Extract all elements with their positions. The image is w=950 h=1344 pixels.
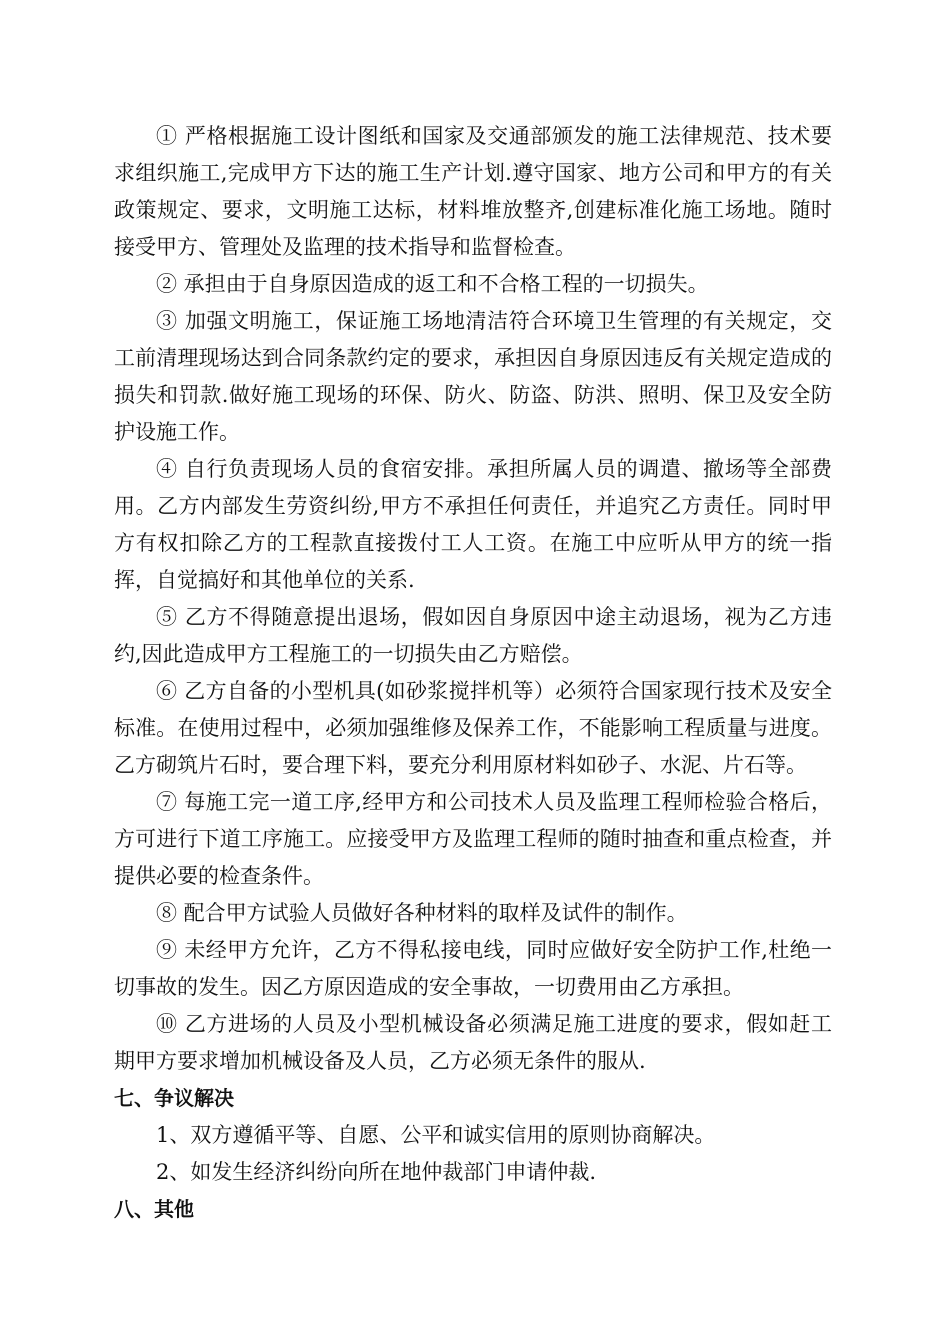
document-body (114, 118, 832, 1228)
clause-3: ③ 加强文明施工，保证施工场地清洁符合环境卫生管理的有关规定，交工前清理现场达到合同条款约定的要求，承担因自身原因违反有关规定造成的损失和罚款.做好施工现场的环保、防火、防盗、防洪、照明、保卫及安全防护设施工作。 (114, 309, 832, 444)
clause-7: ⑦ 每施工完一道工序,经甲方和公司技术人员及监理工程师检验合格后，方可进行下道工序施工。应接受甲方及监理工程师的随时抽查和重点检查，并提供必要的检查条件。 (114, 790, 832, 888)
clause-10: ⑩ 乙方进场的人员及小型机械设备必须满足施工进度的要求，假如赶工期甲方要求增加机械设备及人员，乙方必须无条件的服从. (114, 1012, 832, 1073)
clause-8: ⑧ 配合甲方试验人员做好各种材料的取样及试件的制作。 (156, 901, 688, 925)
clause-1: ① 严格根据施工设计图纸和国家及交通部颁发的施工法律规范、技术要求组织施工,完成甲方下达的施工生产计划.遵守国家、地方公司和甲方的有关政策规定、要求，文明施工达标，材料堆放整齐,创建标准化施工场地。随时接受甲方、管理处及监理的技术指导和监督检查。 (114, 124, 832, 259)
section-heading-dispute: 七、争议解决 (114, 1086, 234, 1110)
clause-9: ⑨ 未经甲方允许，乙方不得私接电线，同时应做好安全防护工作,杜绝一切事故的发生。因乙方原因造成的安全事故，一切费用由乙方承担。 (114, 938, 832, 999)
clause-6: ⑥ 乙方自备的小型机具(如砂浆搅拌机等）必须符合国家现行技术及安全标准。在使用过程中，必须加强维修及保养工作，不能影响工程质量与进度。乙方砌筑片石时，要合理下料，要充分利用原材料如砂子、水泥、片石等。 (114, 679, 832, 777)
dispute-item-2: 2、如发生经济纠纷向所在地仲裁部门申请仲裁. (156, 1160, 597, 1184)
section-heading-other: 八、其他 (114, 1197, 194, 1221)
clause-2: ② 承担由于自身原因造成的返工和不合格工程的一切损失。 (156, 272, 709, 296)
clause-5: ⑤ 乙方不得随意提出退场，假如因自身原因中途主动退场，视为乙方违约,因此造成甲方工程施工的一切损失由乙方赔偿。 (114, 605, 832, 666)
dispute-item-1: 1、双方遵循平等、自愿、公平和诚实信用的原则协商解决。 (156, 1123, 716, 1147)
clause-4: ④ 自行负责现场人员的食宿安排。承担所属人员的调遣、撤场等全部费用。乙方内部发生劳资纠纷,甲方不承担任何责任，并追究乙方责任。同时甲方有权扣除乙方的工程款直接拨付工人工资。在施工中应听从甲方的统一指挥，自觉搞好和其他单位的关系. (114, 457, 832, 592)
